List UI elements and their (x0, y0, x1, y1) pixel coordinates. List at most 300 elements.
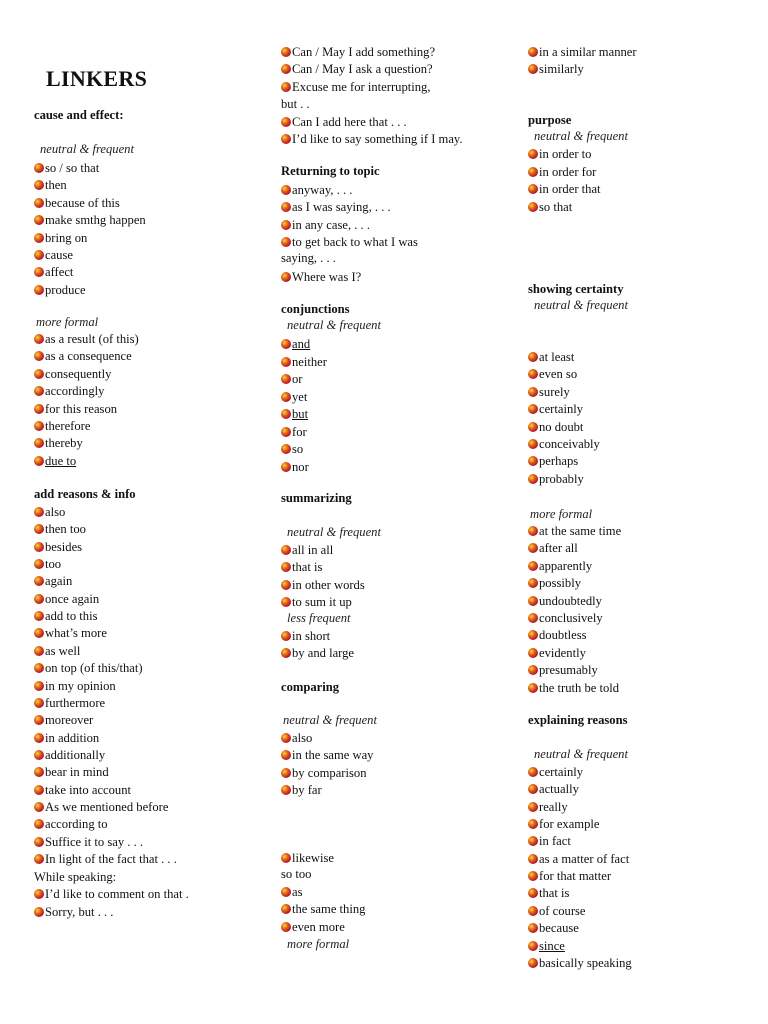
bullet-icon (34, 334, 44, 344)
bullet-icon (528, 888, 538, 898)
linker-text: at least (539, 350, 575, 364)
linker-item (281, 217, 370, 233)
bullet-icon (281, 462, 291, 472)
bullet-icon (34, 285, 44, 295)
bullet-icon (34, 542, 44, 552)
linker-text: really (539, 799, 568, 814)
bullet-icon (34, 785, 44, 795)
linker-text: the truth be told (539, 680, 620, 695)
linker-item (528, 384, 570, 400)
bullet-icon (281, 887, 291, 897)
linker-text: undoubtedly (539, 593, 602, 608)
linker-item (281, 234, 418, 250)
while-speaking-label: While speaking: (34, 870, 117, 884)
bullet-icon (281, 904, 291, 914)
linker-text: anyway, . . . (292, 183, 353, 197)
bullet-icon (281, 220, 291, 230)
linker-text: make smthg happen (45, 213, 146, 228)
linker-item (281, 182, 352, 198)
bullet-icon (528, 854, 538, 864)
linker-text: as a result (of this) (45, 332, 139, 346)
linker-text: Excuse me for interrupting, (292, 79, 431, 94)
linker-item (34, 366, 111, 382)
linker-item (528, 833, 571, 849)
linker-text: Can / May I add something? (292, 45, 436, 59)
bullet-icon (34, 524, 44, 534)
linker-text: by comparison (292, 765, 367, 780)
linker-item (34, 747, 105, 763)
label-neutral-frequent: neutral & frequent (283, 713, 377, 727)
linker-text: bring on (45, 230, 88, 245)
linker-text: yet (292, 389, 308, 404)
but-line: but . . (281, 97, 310, 111)
linker-item (528, 920, 579, 936)
bullet-icon (281, 545, 291, 555)
linker-item (34, 160, 99, 176)
linker-text: furthermore (45, 695, 106, 710)
linker-text: Sorry, but . . . (45, 904, 114, 919)
linker-item (34, 539, 82, 555)
linker-text: so / so that (45, 161, 100, 175)
linker-text: so that (539, 199, 573, 214)
bullet-icon (528, 578, 538, 588)
linker-text: apparently (539, 558, 593, 573)
bullet-icon (34, 369, 44, 379)
linker-item (528, 61, 584, 77)
linker-item (34, 851, 177, 867)
bullet-icon (34, 663, 44, 673)
linker-item (281, 336, 310, 352)
linker-item (528, 903, 586, 919)
linker-item (281, 459, 309, 475)
bullet-icon (34, 594, 44, 604)
linker-text: in short (292, 629, 331, 643)
bullet-icon (528, 906, 538, 916)
heading-cause-effect: cause and effect: (34, 108, 124, 122)
so-too-line: so too (281, 867, 312, 881)
bullet-icon (34, 386, 44, 396)
linker-item (34, 418, 90, 434)
linker-text: probably (539, 471, 584, 486)
linker-text: nor (292, 459, 309, 474)
linker-item (34, 712, 93, 728)
linker-text: in any case, . . . (292, 217, 370, 232)
bullet-icon (34, 819, 44, 829)
linker-item (281, 884, 303, 900)
bullet-icon (528, 184, 538, 194)
linker-text: all in all (292, 543, 334, 557)
linker-text: at the same time (539, 524, 622, 538)
bullet-icon (281, 237, 291, 247)
linker-text: in other words (292, 577, 365, 592)
linker-text: once again (45, 591, 100, 606)
bullet-icon (281, 339, 291, 349)
linker-text: to sum it up (292, 595, 352, 610)
linker-item (34, 453, 76, 469)
linker-item (34, 401, 117, 417)
bullet-icon (281, 580, 291, 590)
bullet-icon (34, 404, 44, 414)
linker-text: too (45, 557, 62, 572)
linker-text: in order for (539, 164, 597, 179)
linker-text: surely (539, 384, 570, 399)
bullet-icon (528, 543, 538, 553)
linker-text: moreover (45, 713, 94, 728)
linker-item (528, 575, 581, 591)
linker-text: I’d like to comment on that . (45, 887, 189, 901)
linker-item (281, 559, 322, 575)
bullet-icon (528, 613, 538, 623)
linker-text: conceivably (539, 437, 600, 451)
label-neutral-frequent: neutral & frequent (287, 525, 381, 539)
bullet-icon (34, 837, 44, 847)
linker-text: in the same way (292, 748, 374, 763)
linker-item (528, 938, 565, 954)
bullet-icon (281, 117, 291, 127)
linker-text: because of this (45, 195, 120, 210)
bullet-icon (281, 272, 291, 282)
linker-item (281, 61, 433, 77)
linker-item (34, 782, 131, 798)
bullet-icon (281, 853, 291, 863)
linker-text: again (45, 574, 73, 589)
linker-text: Where was I? (292, 270, 362, 284)
bullet-icon (34, 750, 44, 760)
linker-text: Can I add here that . . . (292, 114, 407, 129)
linker-item (34, 556, 61, 572)
label-neutral-frequent: neutral & frequent (534, 298, 628, 312)
bullet-icon (528, 941, 538, 951)
linker-item (281, 131, 463, 147)
linker-item (528, 816, 600, 832)
linker-text: presumably (539, 663, 598, 678)
bullet-icon (528, 202, 538, 212)
linker-item (281, 594, 352, 610)
linker-item (34, 195, 120, 211)
linker-text: because (539, 921, 579, 936)
linker-item (34, 886, 189, 902)
bullet-icon (281, 185, 291, 195)
heading-comparing: comparing (281, 680, 340, 694)
linker-item (34, 660, 143, 676)
bullet-icon (34, 250, 44, 260)
linker-text: likewise (292, 851, 334, 865)
linker-item (34, 504, 65, 520)
linker-item (34, 834, 143, 850)
linker-item (34, 230, 87, 246)
bullet-icon (528, 167, 538, 177)
heading-returning-topic: Returning to topic (281, 164, 380, 178)
label-neutral-frequent: neutral & frequent (287, 318, 381, 332)
bullet-icon (528, 596, 538, 606)
linker-item (281, 389, 307, 405)
linker-item (281, 371, 303, 387)
linker-text: as well (45, 643, 81, 658)
linker-item (528, 680, 619, 696)
bullet-icon (528, 369, 538, 379)
bullet-icon (34, 456, 44, 466)
linker-item (281, 577, 365, 593)
label-more-formal: more formal (287, 937, 350, 951)
linker-text: even more (292, 919, 345, 934)
linker-item (528, 146, 591, 162)
bullet-icon (34, 889, 44, 899)
bullet-icon (528, 683, 538, 693)
linker-text: in order to (539, 147, 592, 161)
bullet-icon (34, 438, 44, 448)
linker-item (34, 608, 97, 624)
linker-item (528, 164, 596, 180)
label-neutral-frequent: neutral & frequent (534, 129, 628, 143)
linker-text: affect (45, 265, 74, 280)
label-more-formal: more formal (36, 315, 99, 329)
bullet-icon (528, 802, 538, 812)
linker-text: then too (45, 522, 86, 537)
linker-text: also (292, 731, 313, 745)
bullet-icon (281, 444, 291, 454)
linker-item (34, 799, 168, 815)
linker-item (34, 643, 80, 659)
bullet-icon (281, 648, 291, 658)
linker-item (528, 558, 592, 574)
linker-text: and (292, 337, 311, 351)
linker-text: in my opinion (45, 678, 116, 693)
linker-item (528, 181, 601, 197)
linker-text: so (292, 442, 304, 456)
label-neutral-frequent: neutral & frequent (40, 142, 134, 156)
linker-item (281, 782, 322, 798)
linker-item (281, 114, 407, 130)
linker-item (281, 747, 373, 763)
bullet-icon (34, 421, 44, 431)
linker-text: take into account (45, 782, 132, 797)
bullet-icon (34, 180, 44, 190)
linker-item (528, 955, 632, 971)
bullet-icon (528, 648, 538, 658)
linker-text: cause (45, 248, 73, 262)
linker-item (528, 627, 587, 643)
linker-text: as I was saying, . . . (292, 200, 391, 215)
linker-item (528, 471, 584, 487)
linker-text: for this reason (45, 401, 118, 416)
linker-item (281, 765, 367, 781)
bullet-icon (281, 733, 291, 743)
linker-text: according to (45, 817, 108, 832)
bullet-icon (528, 47, 538, 57)
bullet-icon (34, 715, 44, 725)
linker-text: that is (292, 560, 323, 575)
linker-text: basically speaking (539, 955, 632, 970)
bullet-icon (34, 267, 44, 277)
linker-item (528, 44, 637, 60)
bullet-icon (34, 733, 44, 743)
bullet-icon (34, 767, 44, 777)
linker-text: actually (539, 782, 579, 797)
bullet-icon (34, 351, 44, 361)
linker-text: no doubt (539, 419, 584, 434)
linker-text: produce (45, 282, 86, 297)
linker-text: certainly (539, 402, 584, 417)
bullet-icon (281, 134, 291, 144)
linker-item (34, 177, 67, 193)
linker-item (528, 799, 568, 815)
bullet-icon (528, 387, 538, 397)
bullet-icon (34, 681, 44, 691)
linker-text: in fact (539, 834, 571, 849)
linker-item (281, 269, 361, 285)
bullet-icon (34, 611, 44, 621)
bullet-icon (34, 907, 44, 917)
bullet-icon (34, 628, 44, 638)
linker-item (528, 349, 574, 365)
linker-item (528, 540, 578, 556)
linker-item (34, 435, 83, 451)
linker-text: similarly (539, 62, 584, 77)
bullet-icon (34, 576, 44, 586)
bullet-icon (281, 785, 291, 795)
linker-text: certainly (539, 765, 584, 779)
linker-item (281, 424, 307, 440)
linker-text: I’d like to say something if I may. (292, 132, 463, 146)
linker-text: that is (539, 886, 570, 901)
linker-item (281, 628, 330, 644)
linker-text: Suffice it to say . . . (45, 834, 144, 849)
bullet-icon (281, 374, 291, 384)
bullet-icon (528, 561, 538, 571)
bullet-icon (34, 559, 44, 569)
bullet-icon (528, 352, 538, 362)
page-title: LINKERS (46, 66, 148, 91)
bullet-icon (528, 630, 538, 640)
bullet-icon (528, 923, 538, 933)
heading-conjunctions: conjunctions (281, 302, 350, 316)
heading-explaining-reasons: explaining reasons (528, 713, 628, 727)
bullet-icon (281, 427, 291, 437)
bullet-icon (528, 474, 538, 484)
bullet-icon (34, 802, 44, 812)
linker-item (34, 264, 73, 280)
linker-item (528, 764, 583, 780)
linker-item (281, 542, 333, 558)
bullet-icon (281, 597, 291, 607)
linker-item (34, 212, 146, 228)
linker-text: neither (292, 354, 327, 369)
linker-item (528, 401, 583, 417)
bullet-icon (528, 439, 538, 449)
linker-text: on top (of this/that) (45, 661, 143, 676)
linker-item (34, 730, 99, 746)
linker-item (281, 919, 345, 935)
linker-text: add to this (45, 609, 98, 624)
bullet-icon (528, 871, 538, 881)
linker-text: Can / May I ask a question? (292, 62, 433, 77)
bullet-icon (281, 409, 291, 419)
linker-item (528, 885, 569, 901)
linker-item (528, 593, 602, 609)
linker-text: as a matter of fact (539, 851, 630, 866)
linker-item (281, 645, 354, 661)
linker-item (281, 199, 391, 215)
linker-text: of course (539, 903, 586, 918)
linker-item (34, 573, 72, 589)
linker-item (528, 868, 611, 884)
linker-item (528, 781, 579, 797)
linker-text: consequently (45, 366, 112, 381)
linker-text: for (292, 424, 307, 439)
bullet-icon (528, 836, 538, 846)
linker-text: therefore (45, 419, 91, 433)
bullet-icon (528, 665, 538, 675)
linker-text: bear in mind (45, 765, 109, 780)
linker-text: doubtless (539, 628, 587, 643)
bullet-icon (528, 456, 538, 466)
linker-text: or (292, 372, 303, 386)
linker-text: since (539, 938, 565, 953)
linker-text: by far (292, 783, 322, 798)
label-more-formal: more formal (530, 507, 593, 521)
linker-text: in order that (539, 182, 601, 196)
linker-item (281, 406, 308, 422)
bullet-icon (34, 854, 44, 864)
linker-item (281, 441, 303, 457)
bullet-icon (34, 507, 44, 517)
linker-text: evidently (539, 645, 586, 660)
linker-item (34, 591, 99, 607)
bullet-icon (34, 163, 44, 173)
label-neutral-frequent: neutral & frequent (534, 747, 628, 761)
bullet-icon (528, 64, 538, 74)
linker-item (34, 904, 113, 920)
bullet-icon (281, 562, 291, 572)
linker-text: In light of the fact that . . . (45, 852, 177, 866)
linker-text: thereby (45, 436, 83, 451)
linker-item (281, 44, 435, 60)
bullet-icon (281, 922, 291, 932)
bullet-icon (34, 646, 44, 656)
linker-item (281, 354, 327, 370)
linker-item (528, 419, 583, 435)
linker-text: then (45, 178, 67, 193)
bullet-icon (528, 819, 538, 829)
linker-text: as (292, 885, 303, 899)
bullet-icon (34, 198, 44, 208)
bullet-icon (281, 392, 291, 402)
linker-item (34, 348, 132, 364)
bullet-icon (528, 526, 538, 536)
bullet-icon (528, 422, 538, 432)
linker-text: in addition (45, 730, 100, 745)
linker-item (528, 645, 586, 661)
bullet-icon (34, 698, 44, 708)
linker-item (34, 521, 86, 537)
linker-item (281, 901, 365, 917)
bullet-icon (281, 82, 291, 92)
bullet-icon (528, 404, 538, 414)
linker-text: in a similar manner (539, 45, 637, 59)
bullet-icon (34, 215, 44, 225)
bullet-icon (281, 768, 291, 778)
linker-item (528, 436, 600, 452)
linker-text: perhaps (539, 454, 579, 469)
bullet-icon (281, 202, 291, 212)
linker-item (34, 625, 107, 641)
linker-item (281, 730, 312, 746)
linker-text: even so (539, 367, 578, 382)
linker-text: conclusively (539, 611, 603, 625)
linker-item (528, 662, 598, 678)
bullet-icon (281, 357, 291, 367)
label-less-frequent: less frequent (287, 611, 351, 625)
